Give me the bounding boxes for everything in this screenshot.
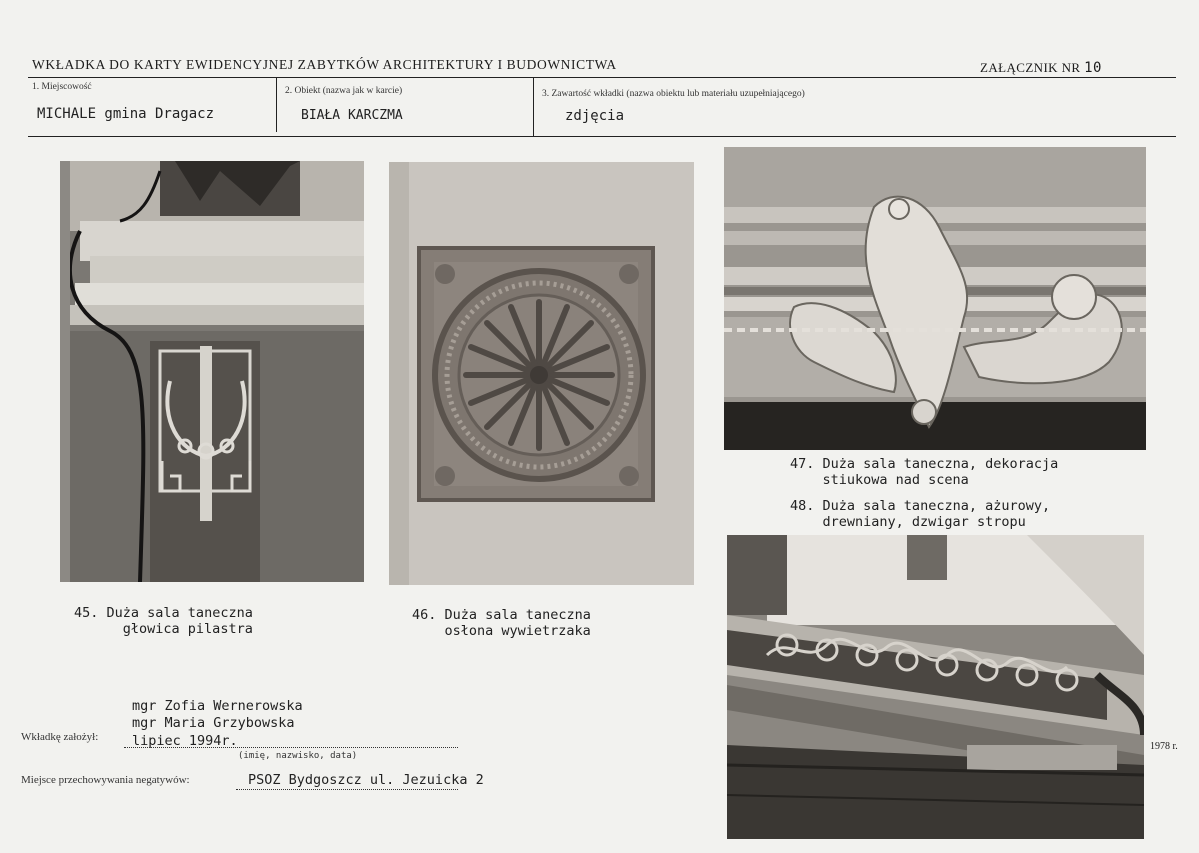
authors-hint: (imię, nazwisko, data) xyxy=(238,751,358,761)
photo-stucco-decoration xyxy=(724,147,1146,450)
caption-line2: osłona wywietrzaka xyxy=(444,623,591,639)
authors-label: Wkładkę założył: xyxy=(21,731,99,743)
negatives-label: Miejsce przechowywania negatywów: xyxy=(21,774,190,786)
caption-line1: Duża sala taneczna, ażurowy, xyxy=(822,498,1051,514)
photo-pilaster-capital xyxy=(60,161,364,582)
caption-line2: drewniany, dzwigar stropu xyxy=(822,514,1026,530)
locality-label: 1. Miejscowość xyxy=(32,82,92,92)
caption-number: 45. xyxy=(74,605,99,621)
sheet-title: WKŁADKA DO KARTY EWIDENCYJNEJ ZABYTKÓW ARCHITEKTURY I BUDOWNICTWA xyxy=(32,57,617,72)
header-rule-top xyxy=(28,77,1176,78)
author-date: lipiec 1994r. xyxy=(132,733,238,749)
field-divider-1 xyxy=(276,77,277,132)
caption-line1: Duża sala taneczna xyxy=(444,607,591,623)
caption-line2: stiukowa nad scena xyxy=(822,472,969,488)
annex-number: 10 xyxy=(1084,60,1102,76)
locality-value: MICHALE gmina Dragacz xyxy=(37,106,215,122)
photo-year: 1978 r. xyxy=(1150,741,1178,752)
caption-line1: Duża sala taneczna, dekoracja xyxy=(822,456,1059,472)
negatives-value: PSOZ Bydgoszcz ul. Jezuicka 2 xyxy=(248,772,484,788)
annex-label-text: ZAŁĄCZNIK NR xyxy=(980,60,1081,75)
author-2: mgr Maria Grzybowska xyxy=(132,715,295,731)
caption-number: 46. xyxy=(412,607,437,623)
caption-photo-46 xyxy=(412,607,591,639)
contents-value: zdjęcia xyxy=(565,108,625,124)
caption-photo-45 xyxy=(74,605,253,637)
caption-photo-47 xyxy=(790,456,1058,488)
author-1: mgr Zofia Wernerowska xyxy=(132,698,303,714)
caption-number: 47. xyxy=(790,456,815,472)
authors-dotline xyxy=(124,747,458,748)
photo-openwork-beam xyxy=(727,535,1144,839)
caption-photo-48 xyxy=(790,498,1050,530)
annex-label xyxy=(980,60,1102,76)
photo-vent-cover xyxy=(389,162,694,585)
field-divider-2 xyxy=(533,77,534,136)
caption-number: 48. xyxy=(790,498,815,514)
object-label: 2. Obiekt (nazwa jak w karcie) xyxy=(285,86,403,96)
object-value: BIAŁA KARCZMA xyxy=(301,108,403,123)
caption-line1: Duża sala taneczna xyxy=(106,605,253,621)
caption-line2: głowica pilastra xyxy=(122,621,253,637)
contents-label: 3. Zawartość wkładki (nazwa obiektu lub materiału uzupełniającego) xyxy=(542,89,805,99)
header-rule-bottom xyxy=(28,136,1176,137)
negatives-dotline xyxy=(236,789,458,790)
